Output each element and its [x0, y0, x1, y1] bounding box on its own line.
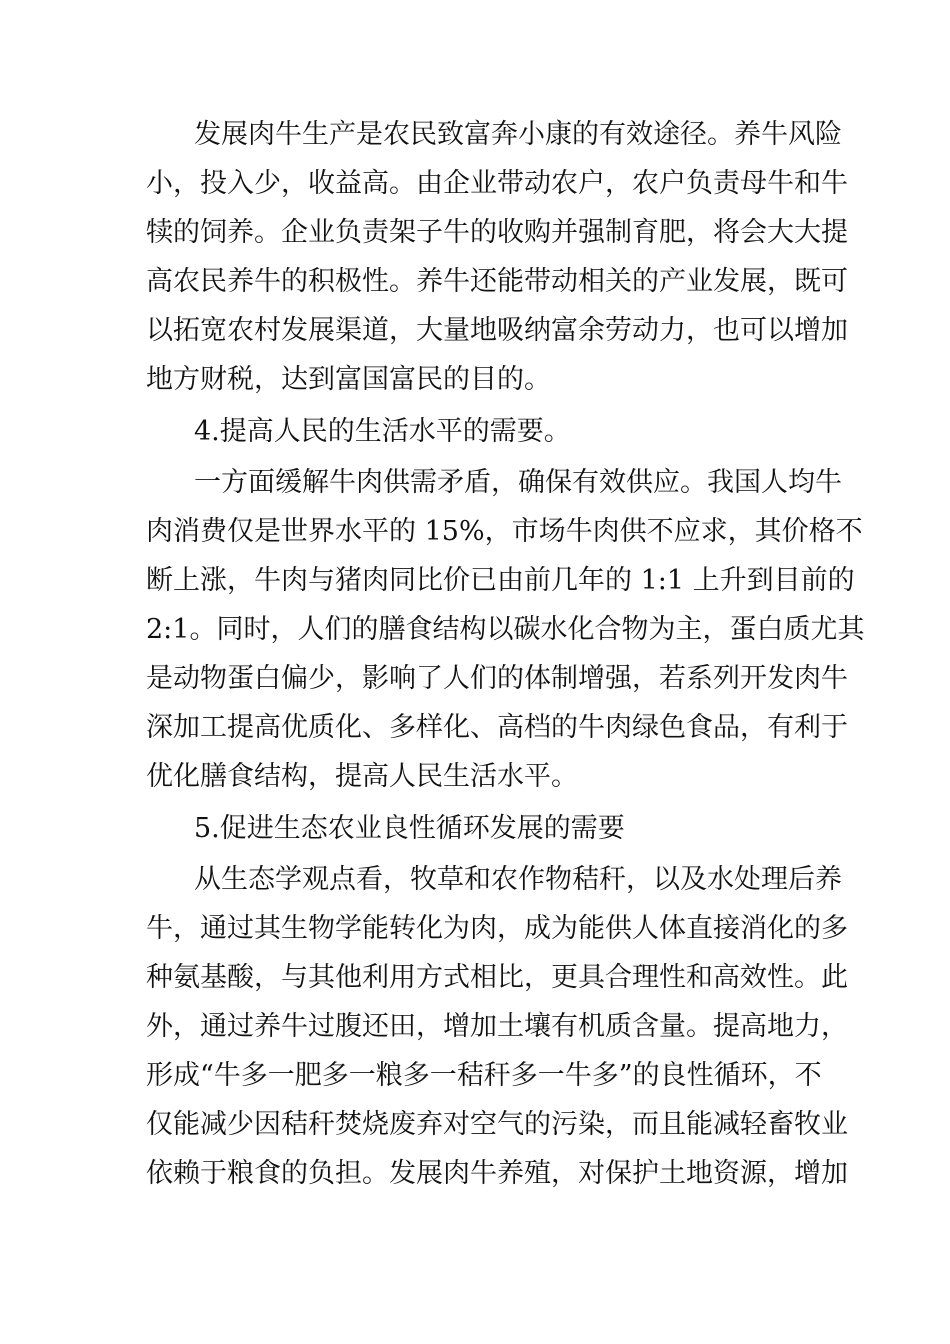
paragraph-line: 从生态学观点看，牧草和农作物秸秆，以及水处理后养 [194, 864, 842, 895]
paragraph-line: 外，通过养牛过腹还田，增加土壤有机质含量。提高地力， [146, 1011, 848, 1042]
paragraph-line: 形成“牛多一肥多一粮多一秸秆多一牛多”的良性循环，不 [146, 1060, 822, 1091]
section-heading: 5.促进生态农业良性循环发展的需要 [194, 813, 625, 844]
paragraph-line: 种氨基酸，与其他利用方式相比，更具合理性和高效性。此 [146, 962, 848, 993]
paragraph-line: 肉消费仅是世界水平的 15%，市场牛肉供不应求，其价格不 [146, 516, 863, 547]
paragraph-line: 仅能减少因秸秆焚烧废弃对空气的污染，而且能减轻畜牧业 [146, 1109, 848, 1140]
paragraph-line: 犊的饲养。企业负责架子牛的收购并强制育肥，将会大大提 [146, 217, 848, 248]
paragraph-line: 发展肉牛生产是农民致富奔小康的有效途径。养牛风险 [194, 119, 842, 150]
paragraph-line: 优化膳食结构，提高人民生活水平。 [146, 761, 578, 792]
paragraph-line: 小，投入少，收益高。由企业带动农户，农户负责母牛和牛 [146, 168, 848, 199]
paragraph-line: 深加工提高优质化、多样化、高档的牛肉绿色食品，有利于 [146, 712, 848, 743]
paragraph-line: 牛，通过其生物学能转化为肉，成为能供人体直接消化的多 [146, 913, 848, 944]
section-heading: 4.提高人民的生活水平的需要。 [194, 416, 571, 447]
paragraph-line: 高农民养牛的积极性。养牛还能带动相关的产业发展，既可 [146, 266, 848, 297]
paragraph-line: 断上涨，牛肉与猪肉同比价已由前几年的 1:1 上升到目前的 [146, 565, 855, 596]
paragraph-line: 一方面缓解牛肉供需矛盾，确保有效供应。我国人均牛 [194, 467, 842, 498]
paragraph-line: 2:1。同时，人们的膳食结构以碳水化合物为主，蛋白质尤其 [146, 614, 865, 645]
paragraph-line: 是动物蛋白偏少，影响了人们的体制增强，若系列开发肉牛 [146, 663, 848, 694]
paragraph-line: 依赖于粮食的负担。发展肉牛养殖，对保护土地资源，增加 [146, 1158, 848, 1189]
paragraph-line: 以拓宽农村发展渠道，大量地吸纳富余劳动力，也可以增加 [146, 315, 848, 346]
paragraph-line: 地方财税，达到富国富民的目的。 [146, 364, 551, 395]
